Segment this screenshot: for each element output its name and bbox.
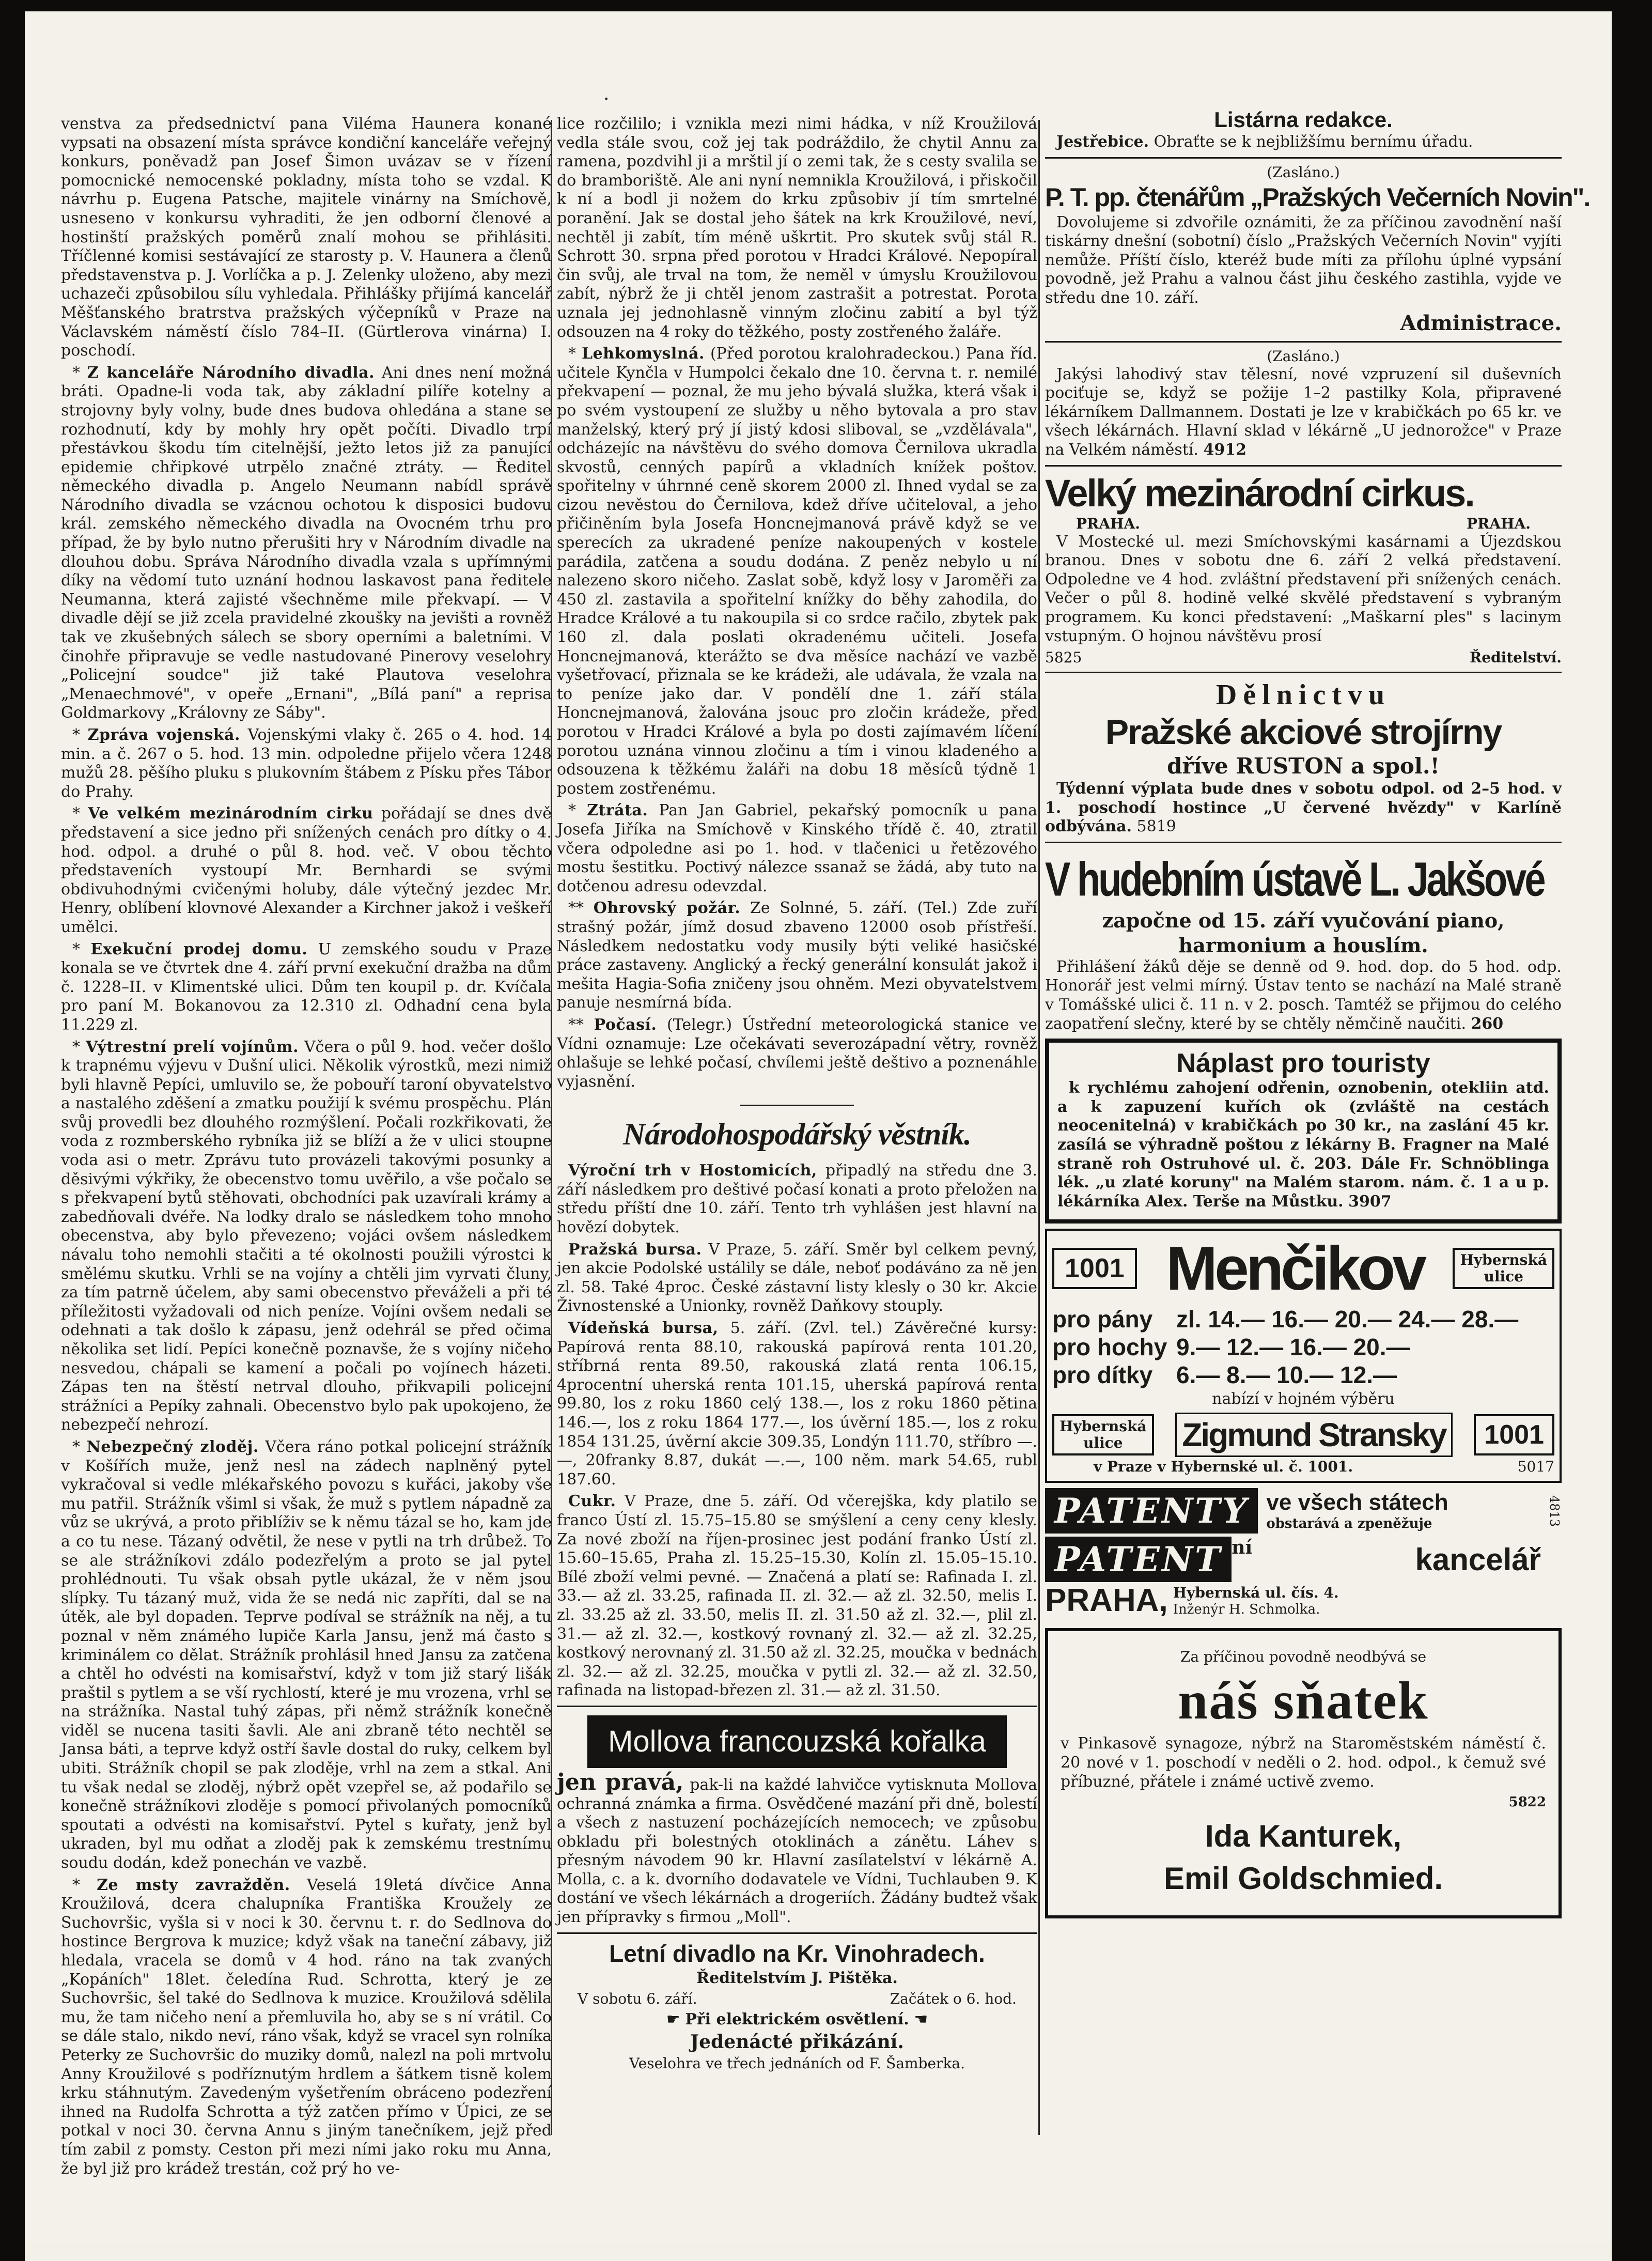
article-paragraph: * Lehkomyslná. (Před porotou kralohradeckou.) Pana říd. učitele Kynčla v Humpolci čekalo dne 10. června t. r. nemilé překvapení — poznal, že mu jeho bývalá služka, která však i po svém vystoupení ze služby u něho bytovala a pro stav manželský, který prý jí jistý kdosi sliboval, se „vzdělávala", odcházejíc na návštěvu do svého domova Černilova ukradla skvostů, cenných papírů a vkladních knížek poštov. spořitelny v úhrnné ceně skorem 2000 zl. Ihned vydal se za cizou nevěstou do Černilova, kdež dříve učiteloval, a jeho přičiněním byla Josefa Honcnejmanová právě když se ve sperecích za ukradené peníze nakoupených v kostele parádila, zatčena a soudu dodána. Z peněz nebylo u ní nalezeno skoro ničeho. Zaslat sobě, když losy v Jaroměři za 450 zl. zastavila a spořitelní knížky do běhy zahodila, do Hradce Králové a tu nakoupila si co srdce račilo, zbytek pak 160 zl. dala poslati okradenému učiteli. Josefa Honcnejmanová, kterážto se dva měsíce nachází ve vazbě vyšetřovací, přiznala se ke krádeži, ale udávala, že vzala na to peníze jako dar. V pondělí dne 1. září stála Honcnejmanová, žalována jsouc pro zločin krádeže, před porotou v Hradci Králové a byla po dosti zajímavém líčení porotou uznána vinnou zločinu a tím i vinou kladeného a odsouzena k těžkému žaláři na dobu 18 měsíců týdně 1 postem zostřenému. (557, 345, 1037, 798)
naplast-text: k rychlému zahojení odřenin, oznobenin, otekliin atd. a k zapuzení kuřích ok (zvláště na cestách neocenitelná) v krabičkách po 30 kr., na zaslání 45 kr. zasílá se výhradně poštou z lékárny B. Fragner na Malé straně roh Ostruhové ul. č. 203. Dále Fr. Schnöblinga lék. „u zlaté koruny" na Malém starom. nám. č. 1 a u p. lékárníka Alex. Terše na Můstku. 3907 (1057, 1079, 1549, 1211)
ad-letni-divadlo-start: Začátek o 6. hod. (890, 1990, 1017, 2007)
article-heading: Exekuční prodej domu. (90, 940, 308, 958)
delnictvu-title: Dělnictvu (1215, 679, 1391, 711)
listarna-title: Listárna redakce. (1214, 107, 1393, 132)
ptpp-title: P. T. pp. čtenářům „Pražských Večerních Novin". (1045, 182, 1590, 212)
price-row: pro dítky 6.— 8.— 10.— 12.— (1052, 1361, 1397, 1389)
article-paragraph: Vídeňská bursa, 5. září. (Zvl. tel.) Závěrečné kursy: Papírová renta 88.10, rakouská papírová renta 101.20, stříbrná renta 89.50, rakouská zlatá renta 106.15, 4procentní uherská renta 101.15, uherská papírová renta 99.80, los z roku 1860 celý 138.—, los z roku 1860 pětina 146.—, los z roku 1864 177.—, los úvěrní 185.—, los z roku 1854 131.25, úvěrní akcie 309.35, Londýn 111.70, stříbro —.—, 20franky 8.87, dukát —.—, 100 něm. mark 54.65, rubl 187.60. (557, 1319, 1038, 1489)
patenty-address: Hybernská ul. čís. 4. Inženýr H. Schmolka. (1173, 1584, 1339, 1617)
patenty-city: PRAHA, (1045, 1583, 1168, 1619)
cirkus-text: V Mostecké ul. mezi Smíchovskými kasárnami a Újezdskou branou. Dnes v sobotu dne 6. září 2 velká představení. Odpoledne ve 4 hod. zvláštní představení při snížených cenách. Večer o půl 8. hodině velké skvělé představení s vybraným programem. Ku konci představení: „Maškarní ples" s lacinym vstupným. O hojnou návštěvu prosí (1045, 532, 1562, 645)
scan-border-top (0, 0, 1652, 11)
stransky-street: Hybernská ulice (1052, 1414, 1154, 1455)
divider (557, 1932, 1037, 1934)
price-row: pro hochy 9.— 12.— 16.— 20.— (1052, 1334, 1410, 1361)
patenty-title: PATENTY (1045, 1488, 1258, 1534)
kola-text: Jakýsi lahodivý stav tělesní, nové vzpruzení sil duševních pociťuje se, když se požije 1–2 pastilky Kola, připravené lékárníkem Dallmannem. Dostati je lze v krabičkách po 65 kr. ve všech lékárnách. Hlavní sklad v lékárně „U jednorožce" v Praze na Velkém náměstí. 4912 (1045, 365, 1562, 459)
article-heading: Cukr. (568, 1492, 616, 1511)
article-paragraph: ** Ohrovský požár. Ze Solnné, 5. září. (Tel.) Zde zuří strašný požár, jímž dosud zbaveno 12000 osob přístřeší. Následkem nedostatku vody musily býti veliké hasičské práce zastaveny. Anglický a řecký generální konsulát jakož i mešita Hagia-Sofia zničeny jsou ohněm. Mezi obyvatelstvem panuje nesmírná bída. (557, 899, 1037, 1012)
divider (1045, 842, 1562, 843)
article-paragraph: * Ze msty zavražděn. Veselá 19letá dívčice Anna Kroužilová, dcera chalupníka Františka Kroužely ze Suchovršic, vyšla si v noci k 30. červnu t. r. do Sedlnova do hostince Bergrova k muzice; když však na taneční zábavy, již hledala, vracela se domů v 4 hod. ráno na tak zvaných „Kopáních" 18let. čeledína Rud. Schrotta, který je ze Suchovršic, šel také do Sedlnova k muzice. Kroužilová sdělila mu, že tam ničeho není a přemluvila ho, aby se s ní vrátil. Co se dále stalo, nikdo neví, ráno však, když se vracel syn rolníka Peterky ze Suchovršic do muziky domů, nalezl na poli mrtvolu Anny Kroužilové s podříznutým hrdlem a šátkem tisně kolem krku stáhnutým. Zavedeným vyšetřením obráceno podezření ihned na Rudolfa Schrotta a týž zatčen přímo v Úpici, ze se potkal v noci 30. června Annu s jiným tanečníkem, jejž před tím zabil z pomsty. Ceston při mezi ními jako roku mu Anna, že byl již pro krádež trestán, což prý ho ve- (61, 1876, 552, 2178)
column-right (1045, 107, 1590, 2153)
column-rule (1038, 120, 1040, 2135)
snatek-name: Ida Kanturek, (1205, 1819, 1402, 1854)
patent-office: kancelář (1415, 1542, 1541, 1577)
snatek-ad-number: 5822 (1508, 1794, 1546, 1810)
ad-letni-divadlo-desc: Veselohra ve třech jednáních od F. Šamberka. (629, 2054, 965, 2072)
patenty-row-3 (1045, 1582, 1562, 1619)
stransky-house-number: 1001 (1474, 1414, 1554, 1455)
cirkus-cities: PRAHA. PRAHA. (1076, 515, 1531, 532)
ad-letni-divadlo-director: Ředitelstvím J. Pištěka. (696, 1969, 898, 1987)
mencikov-house-number: 1001 (1052, 1248, 1137, 1289)
scan-border-left (0, 0, 25, 2261)
ptpp-text: Dovolujeme si zdvořile oznámiti, že za příčinou zavodnění naší tiskárny dnešní (sobotní) číslo „Pražských Večerních Novin" vyjíti nemůže. Příští číslo, kteréž bude míti za přílohu úplné vypsání povodně, jež Prahu a valnou část jihu českého zastihla, vyjde ve středu dne 10. září. (1045, 213, 1562, 307)
cirkus-title: Velký mezinárodní cirkus. (1045, 471, 1474, 515)
snatek-text: v Pinkasově synagoze, nýbrž na Staroměstském náměstí č. 20 nové v 1. poschodí v neděli o 2. hod. odpol., k čemuž své příbuzné, přátele i známé uctivě zvemo. (1061, 1735, 1546, 1791)
article-heading: Počasí. (594, 1015, 657, 1034)
ptpp-signature: Administrace. (1400, 311, 1562, 335)
article-heading: Vídeňská bursa, (568, 1319, 719, 1338)
patenty-row-2 (1045, 1537, 1562, 1582)
strojirny-title: Pražské akciové strojírny (1105, 713, 1502, 752)
ad-letni-divadlo (557, 1939, 1037, 2073)
article-heading: Ohrovský požár. (593, 899, 741, 918)
mencikov-prices (1052, 1305, 1554, 1389)
article-heading: Z kanceláře Národního divadla. (87, 363, 375, 382)
naplast-title: Náplast pro touristy (1176, 1048, 1430, 1079)
divider (1045, 672, 1562, 673)
article-paragraph: * Ztráta. Pan Jan Gabriel, pekařský pomocník u pana Josefa Jiříka na Smíchově v Kinského třídě č. 40, ztratil včera odpoledne asi po 1. hod. v tlačenici u řetězového mostu šestitku. Poctivý nálezce ssanaž se žádá, aby tuto na dotčenou adresu odevzdal. (557, 801, 1038, 895)
jaksova-subtitle: harmonium a houslím. (1178, 933, 1428, 957)
scan-border-right (1612, 0, 1652, 2261)
price-row: pro pány zl. 14.— 16.— 20.— 24.— 28.— (1052, 1306, 1519, 1333)
snatek-lead: Za příčinou povodně neodbývá se (1180, 1648, 1427, 1666)
mencikov-header (1052, 1235, 1554, 1302)
article-heading: Ztráta. (587, 801, 648, 820)
snatek-name: Emil Goldschmied. (1163, 1861, 1443, 1896)
ad-naplast (1045, 1039, 1562, 1224)
jaksova-subtitle: započne od 15. září vyučování piano, (1102, 908, 1505, 932)
article-paragraph: Pražská bursa. V Praze, 5. září. Směr byl celkem pevný, jen akcie Podolské ustálily se dále, neboť podáváno za ně jen zl. 58. Také 4proc. České zástavní listy klesly o 30 kr. Akcie Živnostenské a Unionky, rovněž Daňkovy stouply. (557, 1240, 1038, 1315)
ad-letni-divadlo-light: ☛ Při elektrickém osvětlení. ☚ (666, 2010, 928, 2028)
zaslano-label: (Zasláno.) (1267, 347, 1340, 365)
patent-label: PATENT (1045, 1537, 1232, 1582)
article-paragraph: * Zpráva vojenská. Vojenskými vlaky č. 265 o 4. hod. 14 min. a č. 267 o 5. hod. 13 min. odpoledne přijelo včera 1248 mužů 28. pěšího pluku s plukovním štábem z Písku přes Tábor do Prahy. (61, 726, 552, 801)
ad-patenty (1045, 1488, 1562, 1619)
article-heading: Ve velkém mezinárodním cirku (88, 804, 373, 823)
article-paragraph: ** Počasí. (Telegr.) Ústřední meteorologická stanice ve Vídni oznamuje: Lze očekávati severozápadní větry, rovněž ohlašuje se lehké počasí, chvílemi ještě deštivo a poznenáhle vyjasnění. (557, 1015, 1037, 1091)
ad-letni-divadlo-play: Jedenácté přikázání. (690, 2031, 904, 2053)
article-heading: Výtrestní prelí vojínům. (85, 1037, 299, 1056)
strojirny-text: Týdenní výplata bude dnes v sobotu odpol. od 2–5 hod. v 1. poschodí hostince „U červené hvězdy" v Karlíně odbývána. 5819 (1045, 780, 1562, 836)
jaksova-text: Přihlášení žáků děje se denně od 9. hod. dop. do 5 hod. odp. Honorář jest velmi mírný. Ústav tento se nachází na Malé straně v Tomášské ulici č. 11 n. v 2. posch. Tamtéž se přijmou do celého zaopatření slečny, které by se chtěly němčině naučiti. 260 (1045, 957, 1562, 1033)
patenty-states: ve všech státech obstarává a zpeněžuje (1266, 1490, 1448, 1532)
stransky-name: Zigmund Stransky (1175, 1413, 1452, 1457)
article-heading: Nebezpečný zloděj. (86, 1437, 259, 1456)
article-heading: Zpráva vojenská. (87, 726, 240, 744)
stransky-ad-number: 5017 (1517, 1458, 1554, 1476)
listarna-text: Jestřebice. Obraťte se k nejbližšímu bernímu úřadu. (1056, 133, 1473, 151)
article-paragraph: * Z kanceláře Národního divadla. Ani dnes není možná bráti. Opadne-li voda tak, aby základní pilíře kotelny a strojovny byly volny, bude dnes budova ohledána a stane se rozhodnutí, kdy by mohly hry opět počíti. Divadlo trpí přestávkou škodu tím citelnější, ježto letos již za panující epidemie chřipkové utrpělo značné ztráty. — Ředitel německého divadla p. Angelo Neumann nabídl správě Národního divadla se vzácnou ochotou k disposici budovu král. zemského německého divadla na Ovocném trhu pro případ, že by bylo nutno přerušiti hry v Národním divadle na dlouhou dobu. Správa Národního divadla vzala s upřímnými díky na vědomí tuto uznání hodnou laskavost pana ředitele Neumanna, která zajisté všechněme mile překvapí. — V divadle dějí se již zcela pravidelné zkoušky na jevišti a rovněž tak ve zkušebných sálech se sbory operními a baletními. V činohře připravuje se vedle nastudované Pinerovy veselohry „Policejní soudce" již také Plautova veselohra „Menaechmové", v opeře „Ernani", „Bílá paní" a reprisa Goldmarkovy „Královny ze Sáby". (61, 363, 552, 722)
article-paragraph: * Výtrestní prelí vojínům. Včera o půl 9. hod. večer došlo k trapnému výjevu v Dušní ulici. Několik výrostků, mezi nimiž byli hlavně Pepíci, umluvilo se, že pobouří taroní obyvatelstvo a nastalého zděšení a zmatku použijí k svému prospěchu. Plán svůj provedli bez dlouhého rozmýšlení. Počali rozkřikovati, že voda z rozmberského rybníka již se blíží a že v ulici stoupne voda asi o metr. Zprávu tuto provázeli takovými posunky a děsivými výkřiky, že obecenstvo tomu uvěřilo, a vše počalo se s překvapení bytů stěhovati, obchodníci pak uzavírali krámy a zabedňovali dvéře. Na lodky dralo se následkem toho mnoho obecenstva, aby bylo převezeno; vojáci ovšem následkem návalu toho nemohli stačiti a té okolnosti použili výrostci k smělému skutku. Vrhli se na vojíny a chtěli jim vyrvati čluny, za tím patrně účelem, aby sami obecenstvo převáželi a při té příležitosti vyžadovali od nich peníze. Vojíni ovšem nedali se odehnati a tak došlo k zápasu, jenž odehrál se před očima několika set lidí. Pepíci konečně poznavše, že s vojíny ničeho nesvedou, chápali se kamení a počali po vojínech házeti. Zápas ten na štěstí netrval dlouho, přikvapili policejní strážníci a Pepíky zahnali. Obecenstvo bylo pak upokojeno, že nebezpečí nehrozí. (61, 1037, 552, 1434)
stransky-row (1052, 1413, 1554, 1457)
divider (1045, 157, 1562, 159)
patent-suffix: ní (1232, 1537, 1253, 1559)
patenty-row-1 (1045, 1488, 1562, 1534)
column-left (61, 115, 552, 2178)
column-middle (557, 115, 1037, 2161)
hand-pointer-icon: ☛ (666, 2010, 685, 2028)
article-heading: Pražská bursa. (568, 1240, 702, 1259)
article-paragraph: lice rozčililo; i vznikla mezi nimi hádka, v níž Kroužilová vedla stále svou, což jej tak podráždilo, že chytil Annu za ramena, pozdvihl ji a mrštil jí o zemi tak, že s cesty svalila se do bramboriště. Ale ani nyní nemnikla Kroužilová, i přiskočil k ní a bodl ji nožem do krku způsobiv jí tím smrtelné poranění. Jak se dostal jeho šátek na krk Kroužilové, neví, nechtěl ji zabít, tím méně uškrtit. Pro skutek svůj stál R. Schrott 30. srpna před porotou v Hradci Králové. Nepopíral čin svůj, ale trval na tom, že neměl v úmyslu Kroužilovou zabít, nýbrž že ji chtěl jenom zastrašit a potrestat. Porota uznala jej jednohlasně vinným zločinu zabití a byl týž odsouzen na 4 roky do těžkého, posty zostřeného žaláře. (557, 115, 1037, 341)
strojirny-subtitle: dříve RUSTON a spol.! (1167, 753, 1440, 779)
article-paragraph: venstva za předsednictví pana Viléma Haunera konané vypsati na obsazení místa správce kondiční kanceláře veřejný konkurs, poněvadž pan Josef Šimon uvázav se v řízení pomocnické nemocenské pokladny, místa toho se vzdal. K návrhu p. Eugena Patsche, majitele vinárny na Smíchově, usneseno v konkursu vyhraditi, že jen odborní členové a hostinští pražských poměrů znalí mohou se přihlásiti. Tříčlenné komisi sestávající ze starosty p. V. Haunera a členů představenstva p. J. Vorlíčka a p. J. Zelenky uloženo, aby mezi uchazeči způsobilou sílu vyhledala. Přihlášky přijímá kancelář Měšťanského bratrstva pražských výčepníků v Praze na Václavském náměstí číslo 784–II. (Gürtlerova vinárna) I. poschodí. (61, 115, 552, 360)
ad-letni-divadlo-date: V sobotu 6. září. (578, 1990, 697, 2007)
mencikov-offer: nabízí v hojném výběru (1212, 1390, 1395, 1408)
divider (1045, 341, 1562, 343)
ad-snatek (1045, 1628, 1562, 1918)
stransky-address-row (1052, 1457, 1554, 1477)
zaslano-label: (Zasláno.) (1267, 163, 1340, 181)
divider (557, 1706, 1037, 1707)
snatek-title: náš sňatek (1178, 1671, 1429, 1731)
article-heading: Výroční trh v Hostomicích, (568, 1162, 817, 1180)
ad-letni-divadlo-title: Letní divadlo na Kr. Vinohradech. (609, 1940, 985, 1967)
mencikov-street: Hybernská ulice (1453, 1248, 1554, 1289)
cirkus-footer: 5825 Ředitelství. (1045, 649, 1562, 667)
ad-letni-divadlo-times (557, 1989, 1037, 2009)
ad-mencikov (1045, 1229, 1562, 1483)
mencikov-title: Menčikov (1166, 1234, 1424, 1304)
article-paragraph: Výroční trh v Hostomicích, připadlý na středu dne 3. září následkem pro deštivé počasí konati a proto přeložen na středu příští dne 10. září. Tento trh vyhlášen jest hlavní na hovězí dobytek. (557, 1162, 1037, 1237)
article-heading: Lehkomyslná. (582, 345, 705, 363)
newspaper-page (25, 11, 1612, 2243)
ad-mollova-title: Mollova francouzská kořalka (587, 1715, 1007, 1768)
hand-pointer-icon: ☚ (909, 2010, 928, 2028)
page-dot: · (603, 89, 610, 110)
article-paragraph: * Nebezpečný zloděj. Včera ráno potkal policejní strážník v Košířích muže, jenž nesl na zádech naplněný pytel vykračoval si vedle mlékařského povozu s kuřáci, jakoby vše mu patřil. Strážník všiml si však, že muž s pytlem nápadně za vůz se ukrývá, a proto přiblíživ se k němu tázal se ho, kam jde a co tu nese. Tázaný odvětil, že nese v pytli na trh drůbež. To se ale strážníkovi zdálo podezřelým a proto se jal pytel prohlédnouti. Tu však obsah pytle ukázal, že v něm jsou slípky. Tu tázaný muž, vida že se nedá nic zapříti, dal se na útěk, ale byl dopaden. Teprve podíval se strážník na něj, a tu poznal v něm známého lupiče Karla Jansu, jenž má často s kriminálem co dělat. Strážník prohlásil hned Jansu za zatčena a chtěl ho odvésti na komisařství, když v tom již starý lišák praštil s pytlem a se vší rychlostí, které je mu vrozena, vrhl se na strážníka. Nastal tuhý zápas, při němž strážník konečně viděl se nucena tasiti šavli. Ale ani zbraně této nechtěl se Jansa báti, a teprve když ostří šavle dostal do ruky, celkem byl ubiti. Strážník chopil se pak zloděje, vrhl na zem a stkal. Ani tu však nedal se zloděj, nýbrž opět vzepřel se, až podařilo se konečně strážníkovi zloděje s pomocí přivolaných pomocníků spoutati a odvésti na komisařství. Pytel s kuřaty, jenž byl ukraden, byl mu odňat a zloděj pak k zemskému trestnímu soudu dodán, kdež ponechán ve vazbě. (61, 1437, 552, 1872)
article-paragraph: * Exekuční prodej domu. U zemského soudu v Praze konala se ve čtvrtek dne 4. září první exekuční dražba na dům č. 1228–II. v Klimentské ulici. Dům ten koupil p. dr. Kvíčala pro paní M. Bokanovou za 12.310 zl. Odhadní cena byla 11.229 zl. (61, 940, 552, 1034)
patenty-ad-number: 4813 (1547, 1495, 1562, 1527)
article-paragraph: * Ve velkém mezinárodním cirku pořádají se dnes dvě představení a sice jedno při snížených cenách pro dítky o 4. hod. odpol. a druhé o půl 8. hod. več. V obou těchto představeních vystoupí Mr. Bernhardi se svými obdivuhodnými cvičenými holuby, dále výtečný jezdec Mr. Henry, oblíbení klovnové Alexander a Kirchner jakož i veškeří umělci. (61, 804, 552, 936)
article-heading: Ze msty zavražděn. (97, 1876, 290, 1894)
ad-mollova (557, 1715, 1037, 1927)
divider (1045, 465, 1562, 467)
stransky-address: v Praze v Hybernské ul. č. 1001. (1094, 1458, 1353, 1476)
jaksova-title: V hudebním ústavě L. Jakšové (1045, 852, 1544, 906)
section-title: Národohospodářský věstník. (622, 1117, 972, 1152)
article-paragraph: Cukr. V Praze, dne 5. září. Od včerejška, kdy platilo se franco Ústí zl. 15.75–15.80 se smýšlení a ceny ceny klesly. Za nové zboží na říjen-prosinec jest podání franko Ústí zl. 15.60–15.65, Praha zl. 15.25–15.30, Kolín zl. 15.05–15.10. Bílé zboží velmi pevné. — Značená a platí se: Rafinada I. zl. 33.— až zl. 33.25, rafinada II. zl. 32.— až zl. 32.50, melis I. zl. 33.25 až zl. 33.50, melis II. zl. 31.50 až zl. 32.—, plil zl. 31.— až zl. 32.—, kostkový rovnaný zl. 32.— až zl. 32.25, kostkový nerovnaný zl. 31.50 až zl. 32.25, moučka v bednách zl. 32.— až zl. 32.25, moučka v pytli zl. 32.— až zl. 32.50, rafinada na listopad-březen zl. 31.— až zl. 31.50. (557, 1492, 1037, 1700)
ad-mollova-text: jen pravá, pak-li na každé lahvičce vytisknuta Mollova ochranná známka a firma. Osvědčené mazání při dně, bolestí a všech z nastuzení pocházejících nemocech; ve způsobu obkladu při bolestných otoklinách a zánětu. Láhev s přesným návodem 90 kr. Hlavní zasílatelství v lékárně A. Molla, c. a k. dvorního dodavatele ve Vídni, Tuchlauben 9. K dostání ve všech lékárnách a drogeriích. Žádány budtež však jen přípravky s firmou „Moll". (557, 1769, 1037, 1927)
section-divider (740, 1105, 854, 1106)
